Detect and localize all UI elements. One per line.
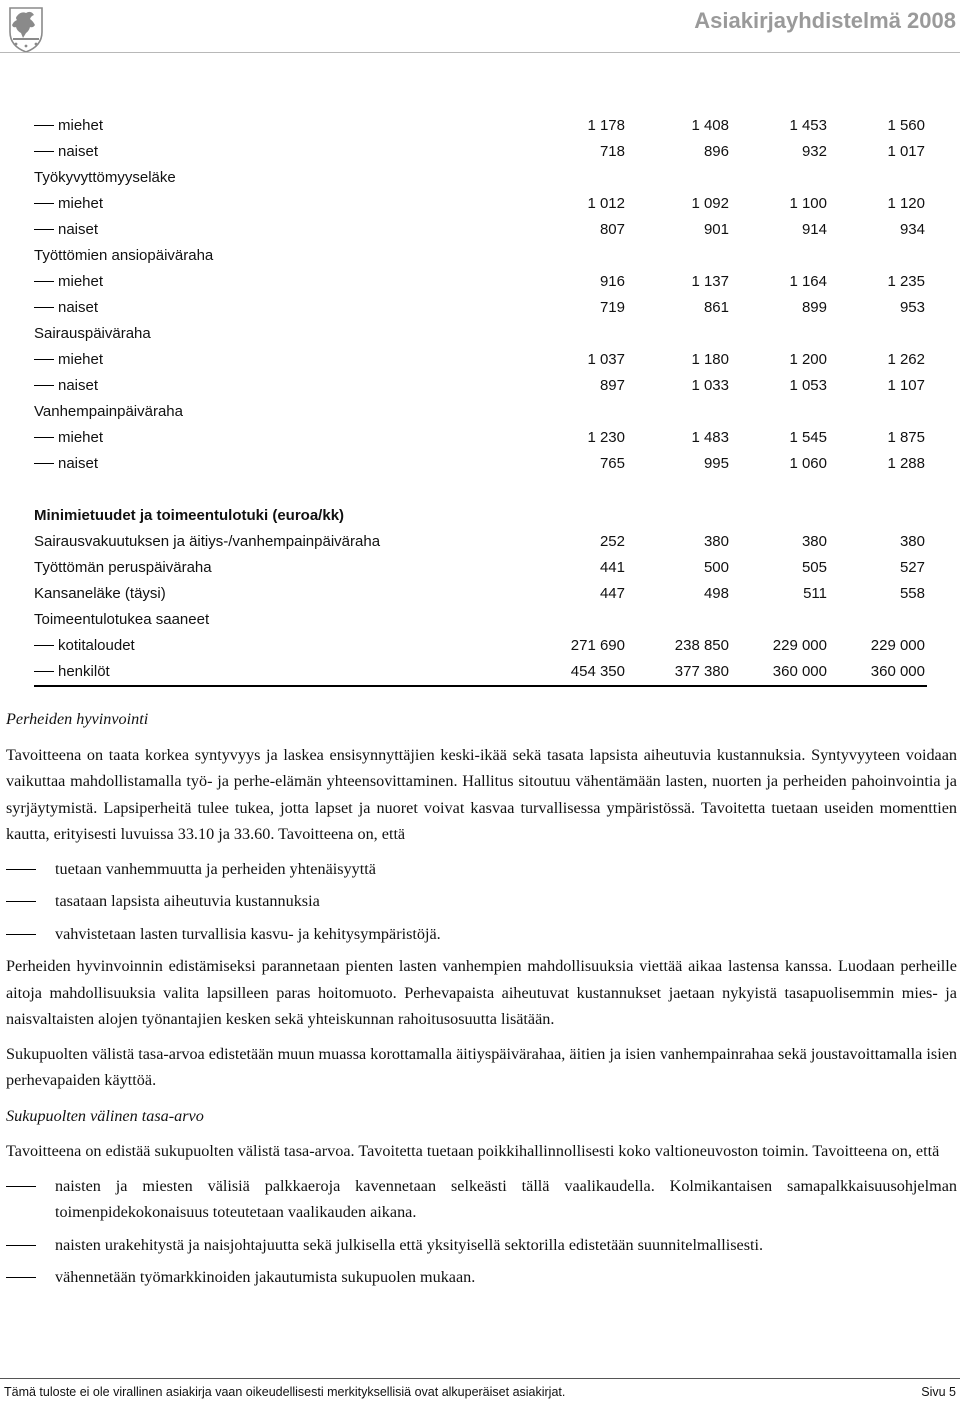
row-label (34, 373, 524, 399)
em-dash-marker (6, 901, 36, 902)
value-cell: 1 235 (887, 273, 925, 290)
table-row (34, 139, 927, 165)
value-cell: 718 (599, 143, 625, 160)
value-cell: 360 000 (731, 659, 829, 686)
list-item-text: tasataan lapsista aiheutuvia kustannuksia (55, 892, 320, 910)
row-label-text: miehet (58, 195, 104, 212)
value-cell: 527 (899, 559, 925, 576)
value-cell: 441 (599, 559, 625, 576)
value-cell: 1 053 (789, 377, 827, 394)
value-cell: 1 230 (587, 429, 625, 446)
row-label (34, 243, 524, 269)
list-item (6, 856, 957, 883)
value-cell: 1 137 (691, 273, 729, 290)
value-cell: 1 120 (887, 195, 925, 212)
value-cell: 380 (899, 533, 925, 550)
value-cell (627, 165, 731, 191)
value-cell: 229 000 (772, 637, 827, 654)
em-dash-marker (34, 437, 54, 438)
list-item (6, 1264, 957, 1291)
table-row (34, 425, 927, 451)
value-cell: 229 000 (870, 637, 925, 654)
footer-divider (0, 1378, 960, 1379)
value-cell: 1 164 (789, 273, 827, 290)
value-cell: 901 (703, 221, 729, 238)
row-label-text: naiset (58, 377, 99, 394)
em-dash-marker (34, 151, 54, 152)
family-goals-list (6, 856, 957, 948)
row-label-text: Toimeentulotukea saaneet (34, 611, 210, 628)
list-item (6, 1232, 957, 1259)
em-dash-marker (6, 1245, 36, 1246)
value-cell: 454 350 (524, 659, 627, 686)
benefits-table (34, 113, 927, 687)
value-cell: 1 408 (691, 117, 729, 134)
row-label-text: Työttömän peruspäiväraha (34, 559, 212, 576)
benefits-table-container (34, 113, 927, 687)
value-cell: 1 875 (887, 429, 925, 446)
table-row (34, 269, 927, 295)
value-cell: 807 (599, 221, 625, 238)
value-cell: 1 017 (887, 143, 925, 160)
list-item (6, 921, 957, 948)
row-label-text: henkilöt (58, 663, 110, 680)
table-row (34, 659, 927, 686)
value-cell: 1 060 (789, 455, 827, 472)
row-label-text: Kansaneläke (täysi) (34, 585, 166, 602)
value-cell (829, 477, 927, 503)
value-cell: 916 (599, 273, 625, 290)
row-label (34, 217, 524, 243)
value-cell (524, 321, 627, 347)
list-item (6, 1173, 957, 1226)
value-cell: 899 (801, 299, 827, 316)
equality-paragraph-1: Tavoitteena on edistää sukupuolten välistä tasa-arvoa. Tavoitetta tuetaan poikkihallinnollisesti koko valtioneuvoston toimin. Tavoitteena on, että (6, 1142, 940, 1160)
value-cell: 896 (703, 143, 729, 160)
row-label (34, 113, 524, 139)
value-cell (524, 607, 627, 633)
row-label-text: naiset (58, 299, 99, 316)
row-label-text: kotitaloudet (58, 637, 135, 654)
table-row (34, 451, 927, 477)
list-item-text: vähennetään työmarkkinoiden jakautumista sukupuolen mukaan. (55, 1268, 476, 1286)
value-cell (524, 243, 627, 269)
value-cell: 1 100 (789, 195, 827, 212)
value-cell: 932 (801, 143, 827, 160)
value-cell (829, 165, 927, 191)
value-cell (829, 243, 927, 269)
table-row (34, 113, 927, 139)
row-label-text: miehet (58, 351, 104, 368)
value-cell: 914 (801, 221, 827, 238)
table-row (34, 399, 927, 425)
value-cell: 1 178 (587, 117, 625, 134)
value-cell (524, 399, 627, 425)
table-section-heading-row (34, 503, 927, 529)
em-dash-marker (6, 1186, 36, 1187)
row-label-text: Vanhempainpäiväraha (34, 403, 183, 420)
em-dash-marker (6, 869, 36, 870)
row-label (34, 477, 524, 503)
em-dash-marker (34, 307, 54, 308)
em-dash-marker (34, 359, 54, 360)
row-label-text: miehet (58, 117, 104, 134)
row-label (34, 269, 524, 295)
value-cell: 1 453 (789, 117, 827, 134)
value-cell: 498 (703, 585, 729, 602)
value-cell: 377 380 (627, 659, 731, 686)
row-label (34, 165, 524, 191)
row-label-text: Sairausvakuutuksen ja äitiys-/vanhempainpäiväraha (34, 533, 381, 550)
value-cell (627, 607, 731, 633)
value-cell (731, 503, 829, 529)
value-cell: 558 (899, 585, 925, 602)
row-label (34, 503, 524, 529)
value-cell: 934 (899, 221, 925, 238)
table-row (34, 607, 927, 633)
header-divider (0, 52, 960, 53)
value-cell: 1 288 (887, 455, 925, 472)
equality-goals-list (6, 1173, 957, 1291)
row-label-text: miehet (58, 273, 104, 290)
value-cell: 238 850 (674, 637, 729, 654)
table-row (34, 217, 927, 243)
value-cell: 995 (703, 455, 729, 472)
value-cell (829, 503, 927, 529)
value-cell: 505 (801, 559, 827, 576)
value-cell: 380 (801, 533, 827, 550)
value-cell: 1 262 (887, 351, 925, 368)
row-label-text: miehet (58, 429, 104, 446)
em-dash-marker (34, 203, 54, 204)
value-cell (731, 321, 829, 347)
value-cell (829, 399, 927, 425)
family-paragraph-3: Sukupuolten välistä tasa-arvoa edistetään muun muassa korottamalla äitiyspäivärahaa, äitien ja isien vanhempainrahaa sekä joustavoittamalla isien perhevapaiden käyttöä. (6, 1044, 957, 1089)
list-item-text: tuetaan vanhemmuutta ja perheiden yhtenäisyyttä (55, 859, 376, 878)
value-cell: 252 (599, 533, 625, 550)
value-cell (627, 503, 731, 529)
value-cell: 1 033 (691, 377, 729, 394)
table-row (34, 295, 927, 321)
value-cell (731, 165, 829, 191)
row-label (34, 139, 524, 165)
em-dash-marker (34, 645, 54, 646)
value-cell (731, 243, 829, 269)
value-cell (627, 477, 731, 503)
row-label (34, 659, 524, 686)
em-dash-marker (34, 385, 54, 386)
table-spacer-row (34, 477, 927, 503)
value-cell: 897 (599, 377, 625, 394)
table-row (34, 555, 927, 581)
value-cell: 1 560 (887, 117, 925, 134)
value-cell: 360 000 (829, 659, 927, 686)
list-item-text: naisten ja miesten välisiä palkkaeroja kavennetaan selkeästi tällä vaalikaudella. Kolmikantaisen samapalkkaisuusohjelman toimenpidekokonaisuus toteutetaan vaalikauden aikana. (55, 1176, 957, 1221)
row-label (34, 191, 524, 217)
em-dash-marker (34, 229, 54, 230)
row-label (34, 321, 524, 347)
value-cell (731, 399, 829, 425)
value-cell (829, 321, 927, 347)
value-cell (524, 503, 627, 529)
value-cell (829, 607, 927, 633)
table-row (34, 373, 927, 399)
value-cell: 380 (703, 533, 729, 550)
footer-disclaimer: Tämä tuloste ei ole virallinen asiakirja vaan oikeudellisesti merkityksellisiä ovat alkuperäiset asiakirjat. (4, 1385, 566, 1399)
value-cell (627, 321, 731, 347)
table-row (34, 321, 927, 347)
value-cell: 1 107 (887, 377, 925, 394)
table-row (34, 191, 927, 217)
value-cell: 1 180 (691, 351, 729, 368)
row-label-text: naiset (58, 143, 99, 160)
em-dash-marker (34, 463, 54, 464)
value-cell: 719 (599, 299, 625, 316)
value-cell: 447 (599, 585, 625, 602)
row-label-text: naiset (58, 455, 99, 472)
em-dash-marker (34, 125, 54, 126)
table-row (34, 347, 927, 373)
table-row (34, 581, 927, 607)
row-label (34, 451, 524, 477)
row-label-text: Minimietuudet ja toimeentulotuki (euroa/kk) (34, 507, 345, 524)
table-row (34, 243, 927, 269)
row-label-text: Työkyvyttömyyseläke (34, 169, 176, 186)
row-label (34, 529, 524, 555)
table-row (34, 165, 927, 191)
document-title: Asiakirjayhdistelmä 2008 (694, 8, 956, 33)
value-cell (731, 477, 829, 503)
table-row (34, 529, 927, 555)
value-cell: 271 690 (570, 637, 625, 654)
value-cell: 1 483 (691, 429, 729, 446)
row-label (34, 581, 524, 607)
em-dash-marker (34, 281, 54, 282)
list-item-text: vahvistetaan lasten turvallisia kasvu- ja kehitysympäristöjä. (55, 924, 441, 943)
finnish-lion-crest-icon (4, 2, 48, 54)
section-heading-gender-equality: Sukupuolten välinen tasa-arvo (6, 1106, 204, 1125)
value-cell (627, 399, 731, 425)
value-cell: 1 545 (789, 429, 827, 446)
em-dash-marker (34, 671, 54, 672)
em-dash-marker (6, 934, 36, 935)
row-label (34, 555, 524, 581)
value-cell: 500 (703, 559, 729, 576)
value-cell: 1 012 (587, 195, 625, 212)
section-heading-family-wellbeing: Perheiden hyvinvointi (6, 710, 149, 728)
row-label (34, 633, 524, 659)
family-paragraph-2: Perheiden hyvinvoinnin edistämiseksi parannetaan pienten lasten vanhempien mahdollisuuksia viettää aikaa lastensa kanssa. Luodaan perheille aitoja mahdollisuuksia valita lapsilleen paras hoitomuoto. Perhevapaista aiheutuvat kustannukset jaetaan nykyistä tasapuolisemmin mies- ja naisvaltaisten alojen työnantajien kesken sekä yhteiskunnan rahoitusosuutta lisätään. (6, 957, 957, 1028)
value-cell (731, 607, 829, 633)
row-label-text: naiset (58, 221, 99, 238)
value-cell (627, 243, 731, 269)
row-label-text: Sairauspäiväraha (34, 325, 151, 342)
family-paragraph-1: Tavoitteena on taata korkea syntyvyys ja laskea ensisynnyttäjien keski-ikää sekä tasata lapsista aiheutuvia kustannuksia. Syntyvyyteen voidaan vaikuttaa mahdollistamalla työ- ja perhe-elämän yhteensovittaminen. Hallitus sitoutuu vähentämään lasten, nuorten ja perheiden pahoinvointia ja syrjäytymistä. Lapsiperheitä tulee tukea, jotta lapset ja nuoret voivat kasvaa turvallisessa ympäristössä. Tavoitetta tuetaan useiden momenttien kautta, erityisesti luvuissa 33.10 ja 33.60. Tavoitteena on, että (6, 745, 957, 843)
row-label (34, 425, 524, 451)
page-number: Sivu 5 (921, 1385, 956, 1399)
row-label (34, 399, 524, 425)
row-label-text: Työttömien ansiopäiväraha (34, 247, 214, 264)
value-cell: 511 (803, 585, 827, 602)
list-item (6, 888, 957, 915)
table-row (34, 633, 927, 659)
document-body (6, 706, 957, 1297)
value-cell (524, 165, 627, 191)
row-label (34, 295, 524, 321)
row-label (34, 607, 524, 633)
value-cell: 861 (703, 299, 729, 316)
value-cell (524, 477, 627, 503)
value-cell: 1 037 (587, 351, 625, 368)
value-cell: 953 (899, 299, 925, 316)
value-cell: 1 092 (691, 195, 729, 212)
em-dash-marker (6, 1277, 36, 1278)
row-label (34, 347, 524, 373)
value-cell: 1 200 (789, 351, 827, 368)
value-cell: 765 (599, 455, 625, 472)
list-item-text: naisten urakehitystä ja naisjohtajuutta sekä julkisella että yksityisellä sektorilla edistetään suunnitelmallisesti. (55, 1235, 764, 1254)
